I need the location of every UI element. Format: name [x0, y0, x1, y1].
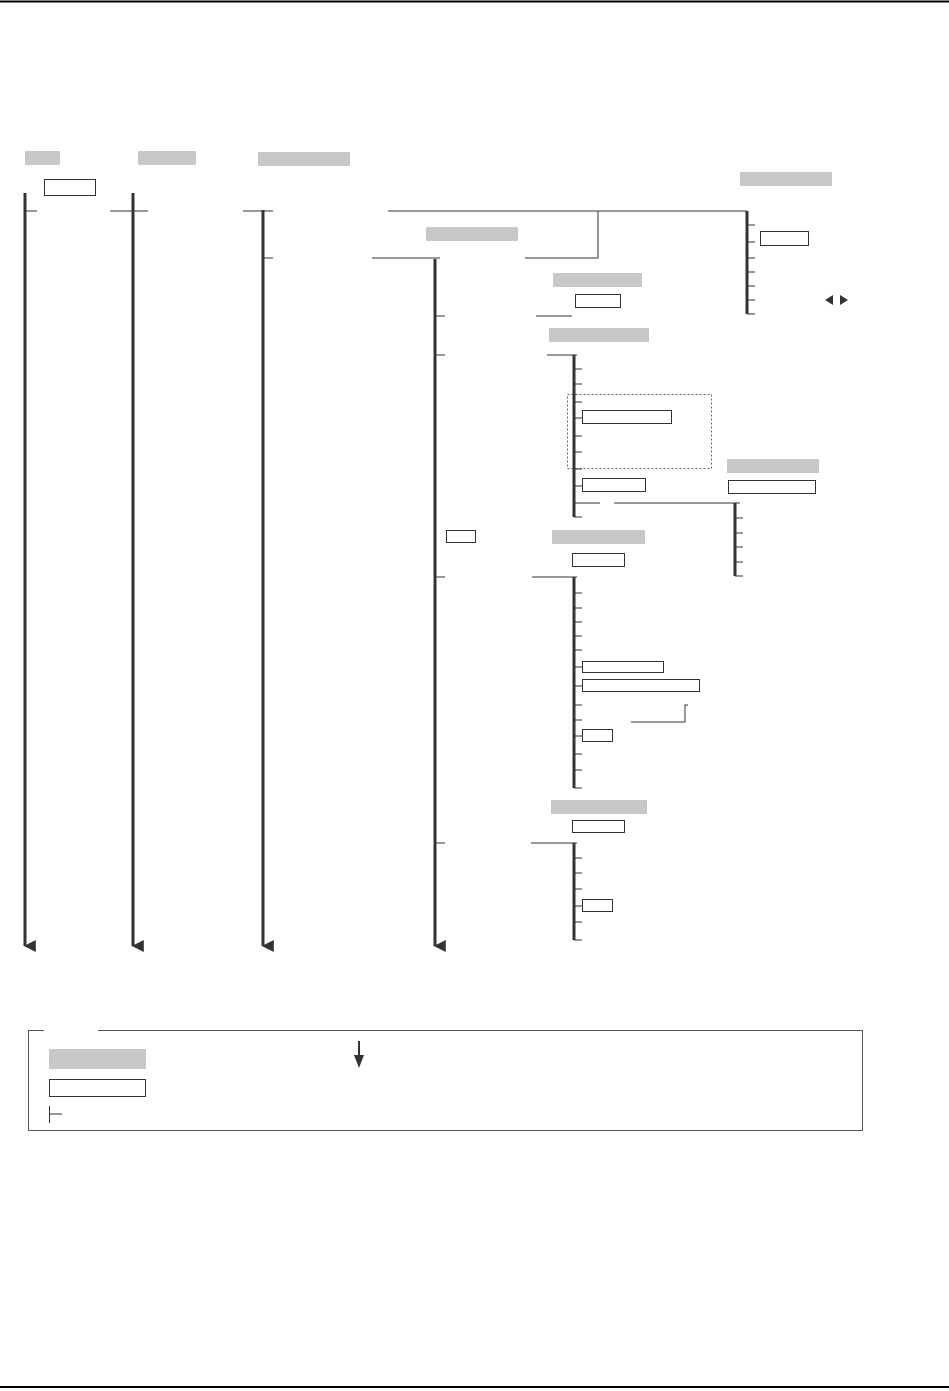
heading-bar-c: [727, 459, 819, 473]
heading-bars: [25, 151, 832, 814]
heading-bar-col3: [258, 152, 350, 166]
triangle-left-icon: [825, 295, 833, 305]
box-c: [729, 481, 816, 494]
box-top-right: [761, 232, 809, 246]
heading-bar-d: [552, 530, 645, 544]
outlined-boxes: [45, 180, 816, 912]
box-d1: [583, 662, 664, 673]
box-e: [573, 821, 625, 833]
heading-bar-e: [551, 800, 647, 814]
heading-bar-col4: [426, 227, 518, 241]
legend-frame: [28, 1030, 863, 1131]
dotted-group-frame: [568, 395, 712, 469]
box-e1: [583, 900, 613, 912]
heading-bar-col2: [138, 151, 196, 165]
heading-bar-col1: [25, 151, 60, 165]
sub-trunks: [574, 211, 747, 940]
box-col1-top: [45, 180, 96, 196]
main-vertical-lines: [25, 193, 435, 946]
legend-title-gap: [44, 1025, 98, 1035]
heading-bar-a: [553, 273, 642, 287]
box-b1: [583, 411, 672, 424]
heading-bar-b: [549, 328, 649, 342]
box-d3: [583, 730, 613, 742]
heading-bar-top-right: [740, 172, 832, 186]
box-d2: [583, 680, 700, 692]
box-d: [573, 554, 625, 567]
box-small-left: [447, 531, 476, 543]
triangle-right-icon: [840, 295, 848, 305]
left-right-triangle-icon: [825, 295, 848, 305]
box-a: [576, 295, 621, 308]
box-b2: [583, 479, 646, 492]
